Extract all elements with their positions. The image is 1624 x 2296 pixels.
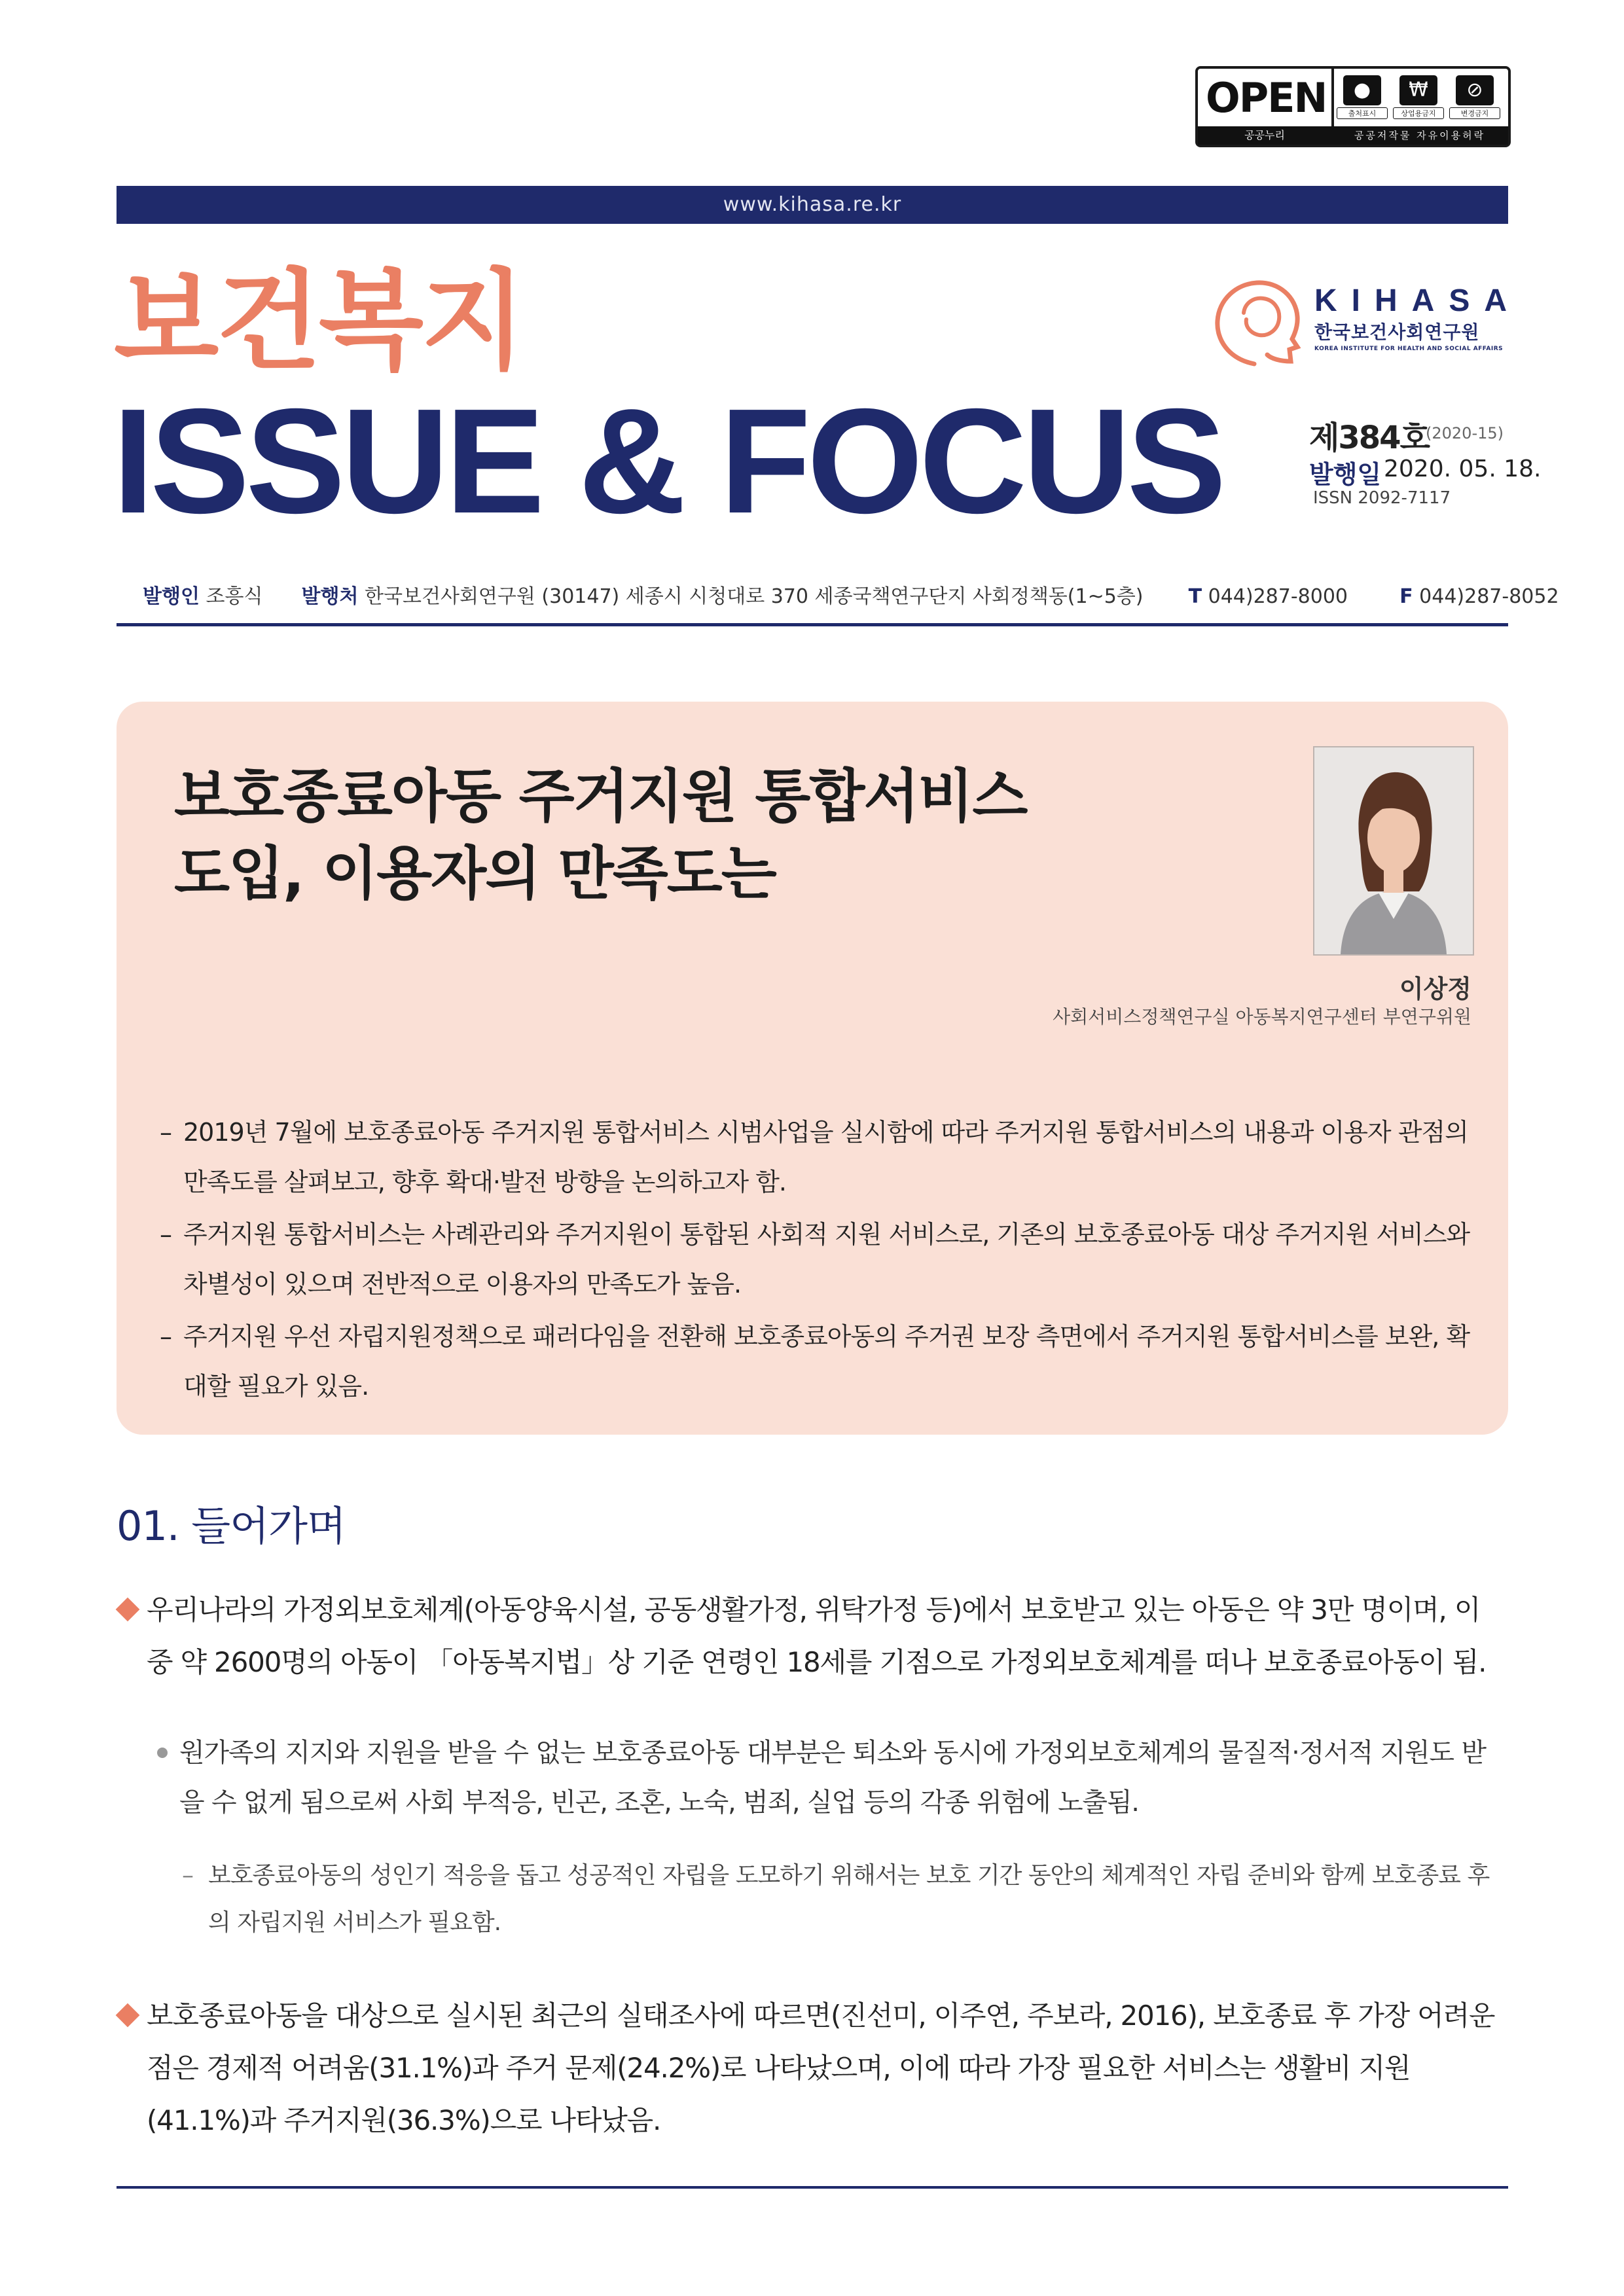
office-label: 발행처 [301, 585, 359, 608]
author-name: 이상정 [1399, 975, 1471, 1003]
dot-bullet-icon [157, 1748, 168, 1758]
kihasa-name-korean: 한국보건사회연구원 [1314, 321, 1480, 343]
sub-bullet [151, 1728, 1508, 1827]
condition-label: 변경금지 [1449, 107, 1500, 119]
url-bar[interactable]: www.kihasa.re.kr [117, 186, 1508, 224]
article-title-line2: 도입, 이용자의 만족도는 [174, 840, 776, 907]
fax-number: 044)287-8052 [1419, 585, 1559, 608]
open-license-mark [1198, 69, 1334, 145]
open-license-badge [1195, 66, 1511, 147]
publish-date-label: 발행일 [1309, 460, 1382, 489]
open-right-caption: 공공저작물 자유이용허락 [1331, 126, 1508, 145]
dash-bullet [182, 1852, 1508, 1946]
fax-label: F [1399, 585, 1413, 608]
no-derivative-icon: ⊘ [1456, 75, 1494, 105]
issue-number: 제384호 [1309, 420, 1429, 456]
summary-item [160, 1107, 1482, 1207]
footer-divider [117, 2186, 1508, 2189]
no-commercial-icon: ₩ [1399, 75, 1437, 105]
publisher-name: 조흥식 [206, 585, 263, 608]
summary-item-text: 주거지원 통합서비스는 사례관리와 주거지원이 통합된 사회적 지원 서비스로, 기존의 보호종료아동 대상 주거지원 서비스와 차별성이 있으며 전반적으로 이용자의 만족도가 높음. [183, 1220, 1470, 1299]
diamond-bullet-icon [116, 1598, 140, 1622]
summary-item-text: 주거지원 우선 자립지원정책으로 패러다임을 전환해 보호종료아동의 주거권 보장 측면에서 주거지원 통합서비스를 보완, 확대할 필요가 있음. [183, 1322, 1470, 1401]
dash-marker: – [160, 1322, 171, 1351]
kihasa-wordmark: KIHASA [1314, 283, 1522, 318]
office-address: 한국보건사회연구원 (30147) 세종시 시청대로 370 세종국책연구단지 사회정책동(1~5층) [365, 585, 1144, 608]
kihasa-name-english: KOREA INSTITUTE FOR HEALTH AND SOCIAL AFFAIRS [1314, 346, 1504, 352]
issn: ISSN 2092-7117 [1313, 488, 1451, 508]
article-title [174, 758, 1026, 912]
publisher-label: 발행인 [143, 585, 200, 608]
dash-marker: – [182, 1862, 193, 1889]
section-heading: 01. 들어가며 [117, 1502, 346, 1550]
tel-label: T [1188, 585, 1202, 608]
issue-sub-number: (2020-15) [1426, 424, 1504, 442]
open-left-caption: 공공누리 [1198, 126, 1331, 145]
condition-no-derivative [1449, 75, 1500, 120]
main-bullet-text: 보호종료아동을 대상으로 실시된 최근의 실태조사에 따르면(진선미, 이주연, 주보라, 2016), 보호종료 후 가장 어려운 점은 경제적 어려움(31.1%)과 주거 문제(24.2%)로 나타났으며, 이에 따라 가장 필요한 서비스는 생활비 지원(41.1%)과 주거지원(36.3%)으로 나타났음. [147, 2000, 1495, 2136]
condition-attribution [1337, 75, 1388, 120]
publisher-line [143, 580, 1559, 609]
publish-date: 2020. 05. 18. [1384, 456, 1542, 482]
tel-number: 044)287-8000 [1208, 585, 1348, 608]
dash-bullet-text: 보호종료아동의 성인기 적응을 돕고 성공적인 자립을 도모하기 위해서는 보호 기간 동안의 체계적인 자립 준비와 함께 보호종료 후의 자립지원 서비스가 필요함. [208, 1862, 1490, 1936]
author-department: 사회서비스정책연구실 아동복지연구센터 부연구위원 [1053, 1006, 1471, 1028]
summary-item [160, 1312, 1482, 1411]
dash-marker: – [160, 1220, 171, 1249]
sub-bullet-text: 원가족의 지지와 지원을 받을 수 없는 보호종료아동 대부분은 퇴소와 동시에 가정외보호체계의 물질적·정서적 지원도 받을 수 없게 됨으로써 사회 부적응, 빈곤, 조혼, 노숙, 범죄, 실업 등의 각종 위험에 노출됨. [179, 1738, 1486, 1818]
author-photo [1313, 746, 1474, 956]
header-divider [117, 623, 1508, 626]
diamond-bullet-icon [116, 2003, 140, 2028]
publication-title-korean: 보건복지 [114, 259, 524, 385]
article-title-line1: 보호종료아동 주거지원 통합서비스 [174, 762, 1027, 830]
summary-item [160, 1210, 1482, 1309]
summary-item-text: 2019년 7월에 보호종료아동 주거지원 통합서비스 시범사업을 실시함에 따라 주거지원 통합서비스의 내용과 이용자 관점의 만족도를 살펴보고, 향후 확대·발전 방향을 논의하고자 함. [183, 1118, 1468, 1196]
person-icon: ● [1343, 75, 1381, 105]
main-bullet-text: 우리나라의 가정외보호체계(아동양육시설, 공동생활가정, 위탁가정 등)에서 보호받고 있는 아동은 약 3만 명이며, 이 중 약 2600명의 아동이 「아동복지법」상 기준 연령인 18세를 기점으로 가정외보호체계를 떠나 보호종료아동이 됨. [147, 1594, 1487, 1678]
publication-title-english: ISSUE & FOCUS [113, 378, 1223, 545]
condition-label: 출처표시 [1337, 107, 1388, 119]
condition-no-commercial [1393, 75, 1444, 120]
dash-marker: – [160, 1118, 171, 1147]
open-brand: OPEN [1206, 74, 1327, 122]
main-bullet [117, 1990, 1508, 2147]
main-bullet [117, 1584, 1508, 1689]
condition-label: 상업용금지 [1393, 107, 1444, 119]
